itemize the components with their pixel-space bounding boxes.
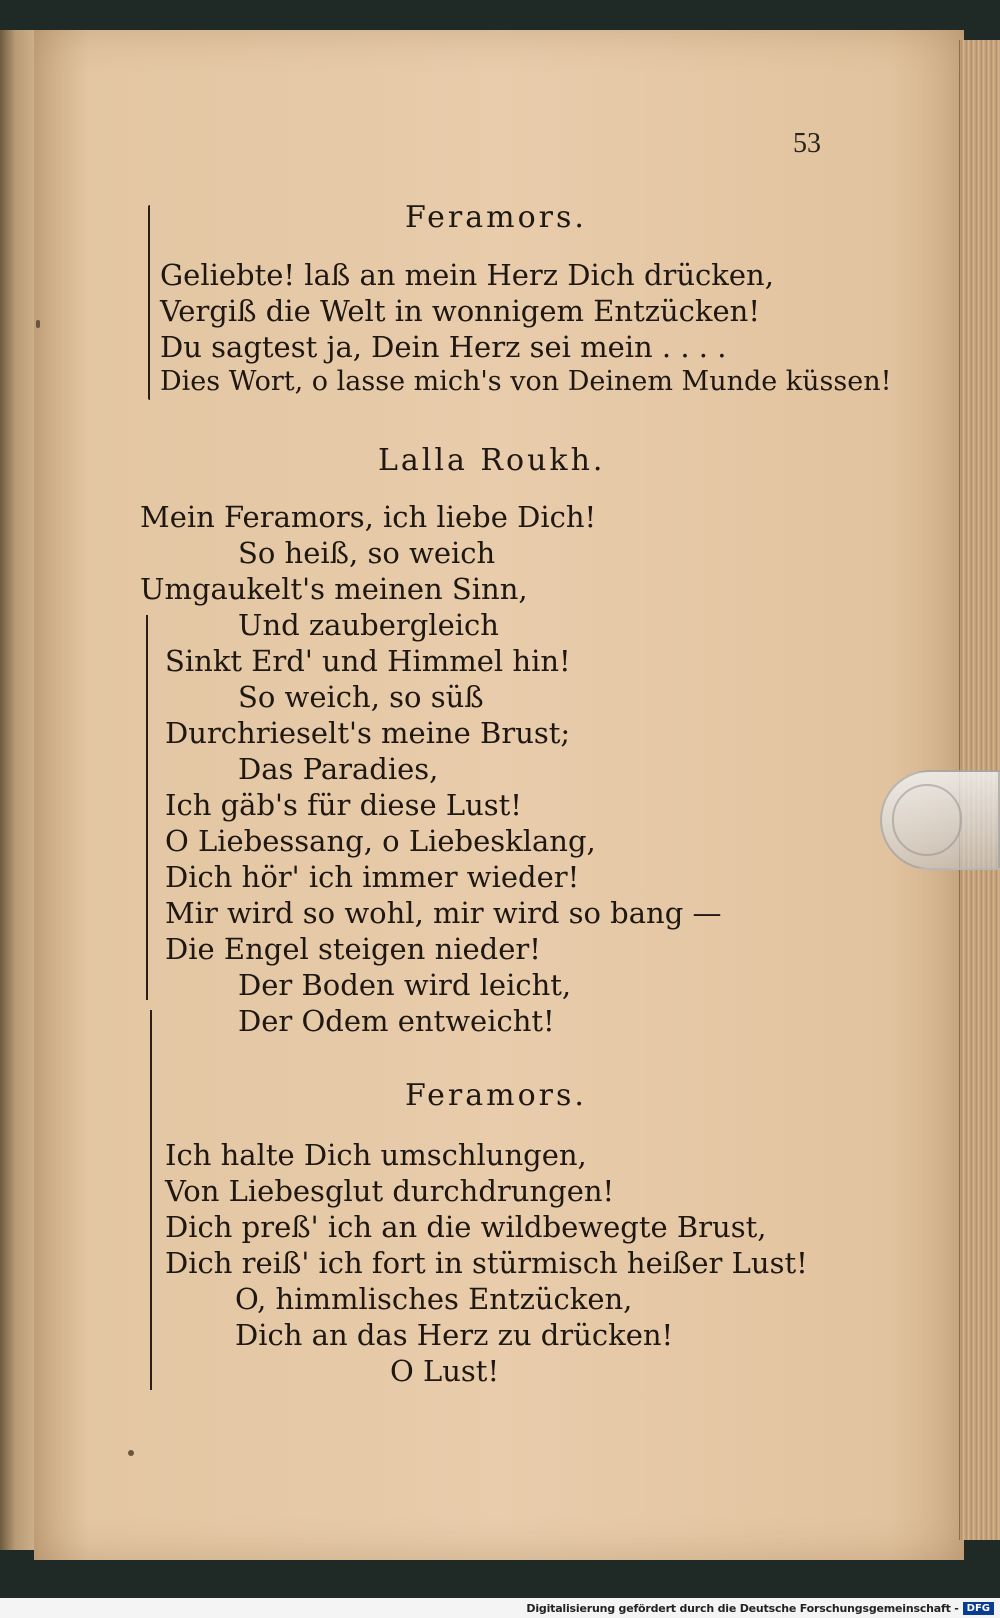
verse-line: O Liebessang, o Liebesklang, [165,824,596,858]
verse-line: Der Odem entweicht! [238,1004,555,1038]
verse-line: Dies Wort, o lasse mich's von Deinem Munde küssen! [160,366,892,397]
verse-brace [150,1010,152,1390]
verse-line: Ich gäb's für diese Lust! [165,788,522,822]
page-number: 53 [793,128,821,159]
verse-brace [146,615,148,1000]
verse-line: Das Paradies, [238,752,439,786]
speaker-heading: Feramors. [405,200,587,235]
page-clip [880,770,1000,870]
verse-line: Mir wird so wohl, mir wird so bang — [165,896,722,930]
verse-line: Vergiß die Welt in wonnigem Entzücken! [160,294,760,328]
verse-line: Durchrieselt's meine Brust; [165,716,571,750]
speaker-heading: Lalla Roukh. [378,443,606,478]
verse-line: Dich reiß' ich fort in stürmisch heißer Lust! [165,1246,808,1280]
verse-line: O Lust! [390,1354,500,1388]
verse-line: Sinkt Erd' und Himmel hin! [165,644,571,678]
left-page-edge [0,30,36,1550]
verse-line: Geliebte! laß an mein Herz Dich drücken, [160,258,774,292]
dfg-logo-icon: DFG [963,1602,994,1615]
verse-line: Dich hör' ich immer wieder! [165,860,580,894]
verse-line: O, himmlisches Entzücken, [235,1282,633,1316]
footer-bar [0,1598,1000,1618]
verse-line: Der Boden wird leicht, [238,968,572,1002]
verse-line: Ich halte Dich umschlungen, [165,1138,587,1172]
footer-credit: Digitalisierung gefördert durch die Deutsche Forschungsgemeinschaft - [526,1601,959,1615]
speaker-heading: Feramors. [405,1078,587,1113]
page-clip-ring [892,784,962,856]
verse-line: So weich, so süß [238,680,484,714]
ink-spot [128,1450,134,1456]
ink-spot [36,320,40,328]
verse-line: Dich an das Herz zu drücken! [235,1318,674,1352]
verse-line: Und zaubergleich [238,608,499,642]
verse-brace [148,205,150,400]
verse-line: Du sagtest ja, Dein Herz sei mein . . . . [160,330,727,364]
verse-line: Dich preß' ich an die wildbewegte Brust, [165,1210,767,1244]
verse-line: Umgaukelt's meinen Sinn, [140,572,528,606]
verse-line: Von Liebesglut durchdrungen! [165,1174,615,1208]
verse-line: Mein Feramors, ich liebe Dich! [140,500,597,534]
verse-line: So heiß, so weich [238,536,496,570]
verse-line: Die Engel steigen nieder! [165,932,541,966]
